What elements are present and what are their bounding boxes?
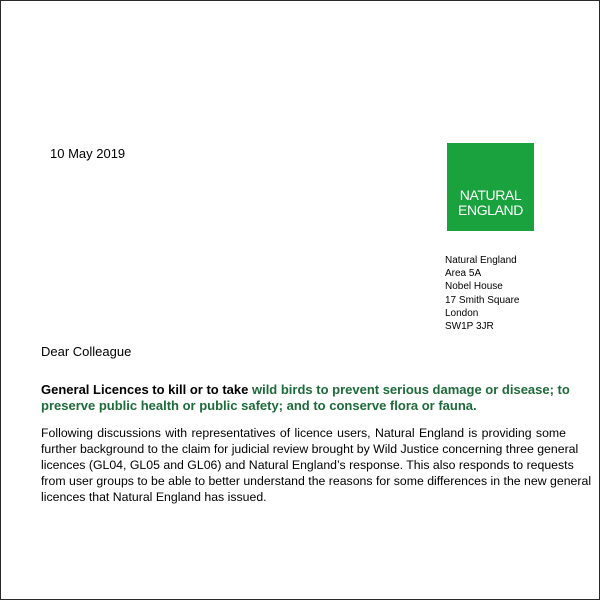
letter-date: 10 May 2019 — [50, 146, 126, 161]
logo-line-1: NATURAL — [459, 187, 522, 203]
logo-line-2: ENGLAND — [458, 202, 523, 218]
subject-heading-green: wild birds to prevent serious damage or disease; to — [251, 382, 570, 397]
subject-line-1 — [41, 382, 570, 398]
address-line-organisation: Natural England — [445, 255, 517, 266]
body-line: further background to the claim for judicial review brought by Wild Justice concerning three general — [41, 442, 579, 456]
address-line-area: Area 5A — [445, 268, 482, 280]
body-paragraph — [41, 425, 592, 505]
logo-text — [447, 188, 534, 218]
subject-heading-dark: General Licences to kill or to take — [41, 382, 252, 397]
subject-line-2: preserve public health or public safety; and to conserve flora or fauna. — [41, 398, 477, 413]
address-line-city: London — [445, 307, 479, 319]
body-line: from user groups to be able to better understand the reasons for some differences in the new general — [41, 474, 592, 488]
body-line: licences (GL04, GL05 and GL06) and Natural England’s response. This also responds to requests — [41, 458, 574, 472]
address-line-building: Nobel House — [445, 281, 503, 293]
salutation: Dear Colleague — [41, 344, 132, 359]
body-line: licences that Natural England has issued. — [41, 490, 267, 504]
body-line: Following discussions with representatives of licence users, Natural England is providing some — [41, 426, 566, 440]
address-line-postcode: SW1P 3JR — [445, 321, 494, 333]
natural-england-logo — [447, 143, 534, 231]
sender-address — [445, 254, 520, 333]
letter-subject — [41, 382, 570, 414]
address-line-street: 17 Smith Square — [445, 294, 520, 306]
